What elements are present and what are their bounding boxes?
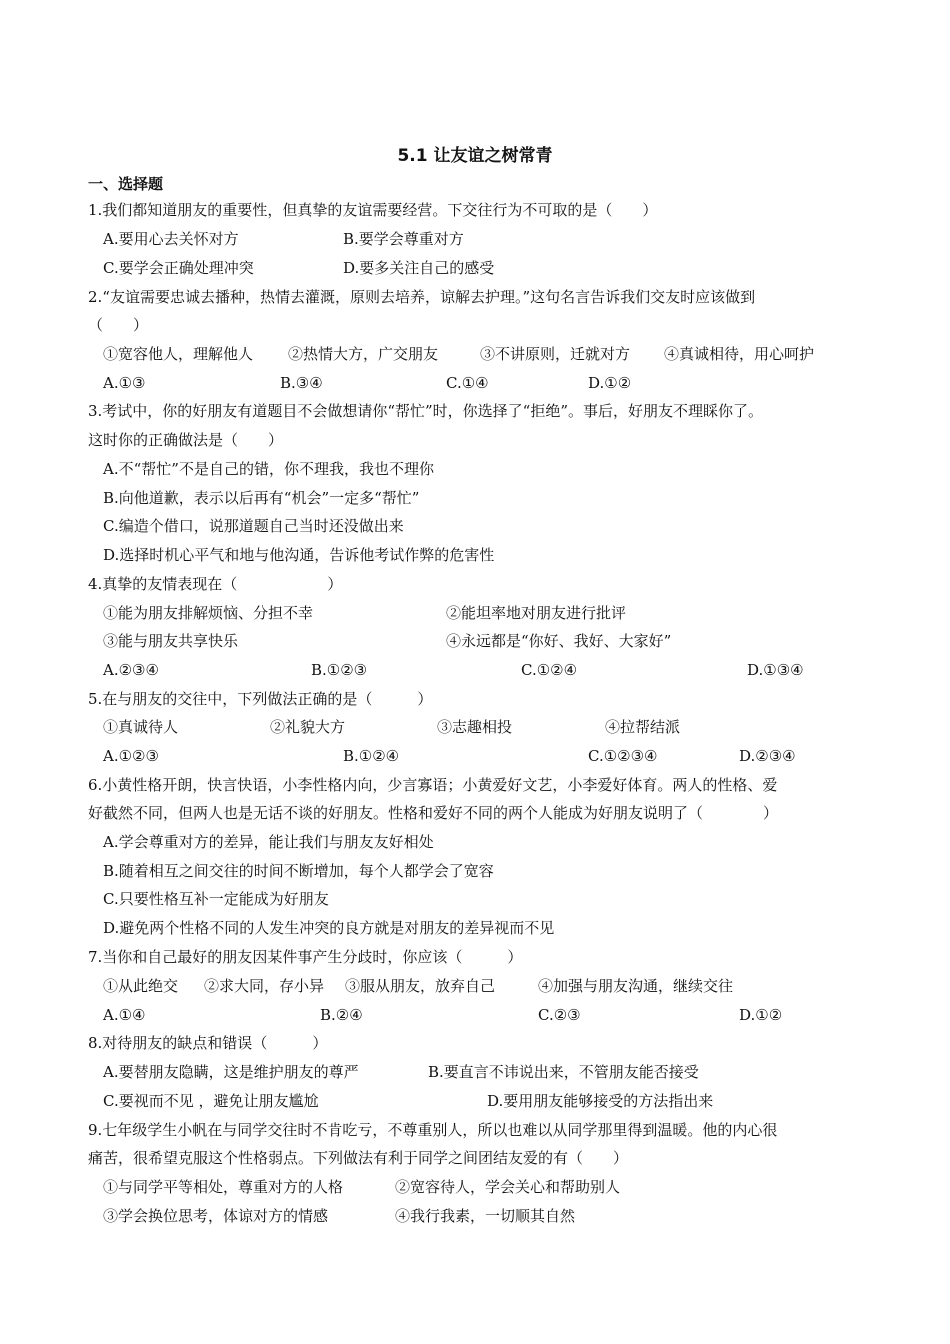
q2-statement-2: ②热情大方，广交朋友 (288, 345, 439, 363)
q2-statement-4: ④真诚相待，用心呵护 (664, 345, 815, 363)
q7-statement-1: ①从此绝交 (103, 977, 179, 995)
q7-option-d: D.①② (739, 1006, 783, 1024)
q1-option-b: B.要学会尊重对方 (343, 230, 464, 248)
q9-statement-2: ②宽容待人，学会关心和帮助别人 (395, 1178, 621, 1196)
q2-stem-line2: （ ） (88, 316, 149, 334)
q8-option-d: D.要用朋友能够接受的方法指出来 (487, 1092, 714, 1110)
q6-option-a: A.学会尊重对方的差异，能让我们与朋友友好相处 (103, 833, 434, 851)
q4-statement-2: ②能坦率地对朋友进行批评 (446, 604, 627, 622)
q5-option-b: B.①②④ (343, 747, 400, 765)
q3-option-d: D.选择时机心平气和地与他沟通，告诉他考试作弊的危害性 (103, 546, 495, 564)
q9-statement-4: ④我行我素，一切顺其自然 (395, 1207, 576, 1225)
q2-statement-3: ③不讲原则，迁就对方 (480, 345, 631, 363)
q6-stem-line2: 好截然不同，但两人也是无话不谈的好朋友。性格和爱好不同的两个人能成为好朋友说明了（ ） (88, 804, 779, 822)
q4-stem: 4.真挚的友情表现在（ ） (88, 575, 343, 593)
q3-option-a: A.不“帮忙”不是自己的错，你不理我，我也不理你 (103, 460, 434, 478)
q4-option-c: C.①②④ (521, 661, 578, 679)
page-title: 5.1 让友谊之树常青 (397, 146, 553, 166)
q6-option-d: D.避免两个性格不同的人发生冲突的良方就是对朋友的差异视而不见 (103, 919, 555, 937)
q2-option-a: A.①③ (103, 374, 146, 392)
q3-stem-line2: 这时你的正确做法是（ ） (88, 431, 284, 449)
q5-option-a: A.①②③ (103, 747, 159, 765)
q7-option-b: B.②④ (320, 1006, 363, 1024)
q2-stem-line1: 2.“友谊需要忠诚去播种，热情去灌溉，原则去培养，谅解去护理。”这句名言告诉我们交友时应该做到 (88, 288, 756, 306)
q4-option-d: D.①③④ (747, 661, 804, 679)
q1-option-c: C.要学会正确处理冲突 (103, 259, 254, 277)
q4-option-a: A.②③④ (103, 661, 159, 679)
q5-statement-3: ③志趣相投 (437, 718, 513, 736)
q4-statement-1: ①能为朋友排解烦恼、分担不幸 (103, 604, 314, 622)
q8-stem: 8.对待朋友的缺点和错误（ ） (88, 1034, 328, 1052)
q2-option-b: B.③④ (280, 374, 323, 392)
q9-statement-1: ①与同学平等相处，尊重对方的人格 (103, 1178, 344, 1196)
q5-option-c: C.①②③④ (588, 747, 658, 765)
q4-option-b: B.①②③ (311, 661, 368, 679)
q4-statement-4: ④永远都是“你好、我好、大家好” (446, 632, 672, 650)
q7-statement-3: ③服从朋友，放弃自己 (345, 977, 496, 995)
q7-option-c: C.②③ (538, 1006, 581, 1024)
q3-stem-line1: 3.考试中，你的好朋友有道题目不会做想请你“帮忙”时，你选择了“拒绝”。事后，好朋友不理睬你了。 (88, 402, 763, 420)
q5-stem: 5.在与朋友的交往中，下列做法正确的是（ ） (88, 690, 433, 708)
q1-option-d: D.要多关注自己的感受 (343, 259, 495, 277)
q1-option-a: A.要用心去关怀对方 (103, 230, 239, 248)
q2-option-d: D.①② (588, 374, 632, 392)
q8-option-a: A.要替朋友隐瞒，这是维护朋友的尊严 (103, 1063, 359, 1081)
q9-stem-line2: 痛苦，很希望克服这个性格弱点。下列做法有利于同学之间团结友爱的有（ ） (88, 1149, 629, 1167)
q8-option-c: C.要视而不见 ，避免让朋友尴尬 (103, 1092, 319, 1110)
q5-statement-4: ④拉帮结派 (605, 718, 681, 736)
q5-statement-1: ①真诚待人 (103, 718, 179, 736)
q9-stem-line1: 9.七年级学生小帆在与同学交往时不肯吃亏，不尊重别人，所以也难以从同学那里得到温暖。他的内心很 (88, 1121, 778, 1139)
q1-stem: 1.我们都知道朋友的重要性，但真挚的友谊需要经营。下交往行为不可取的是（ ） (88, 201, 658, 219)
q7-stem: 7.当你和自己最好的朋友因某件事产生分歧时，你应该（ ） (88, 948, 523, 966)
q7-statement-2: ②求大同，存小异 (204, 977, 325, 995)
section-heading: 一、选择题 (88, 175, 164, 193)
q7-statement-4: ④加强与朋友沟通，继续交往 (538, 977, 734, 995)
q6-option-c: C.只要性格互补一定能成为好朋友 (103, 890, 329, 908)
q2-statement-1: ①宽容他人，理解他人 (103, 345, 254, 363)
q5-option-d: D.②③④ (739, 747, 796, 765)
q7-option-a: A.①④ (103, 1006, 146, 1024)
q3-option-b: B.向他道歉，表示以后再有“机会”一定多“帮忙” (103, 489, 420, 507)
q5-statement-2: ②礼貌大方 (270, 718, 346, 736)
q6-option-b: B.随着相互之间交往的时间不断增加，每个人都学会了宽容 (103, 862, 494, 880)
q4-statement-3: ③能与朋友共享快乐 (103, 632, 239, 650)
q9-statement-3: ③学会换位思考，体谅对方的情感 (103, 1207, 329, 1225)
q6-stem-line1: 6.小黄性格开朗，快言快语，小李性格内向，少言寡语；小黄爱好文艺，小李爱好体育。两人的性格、爱 (88, 776, 778, 794)
q2-option-c: C.①④ (446, 374, 489, 392)
q8-option-b: B.要直言不讳说出来，不管朋友能否接受 (428, 1063, 699, 1081)
q3-option-c: C.编造个借口，说那道题自己当时还没做出来 (103, 517, 404, 535)
